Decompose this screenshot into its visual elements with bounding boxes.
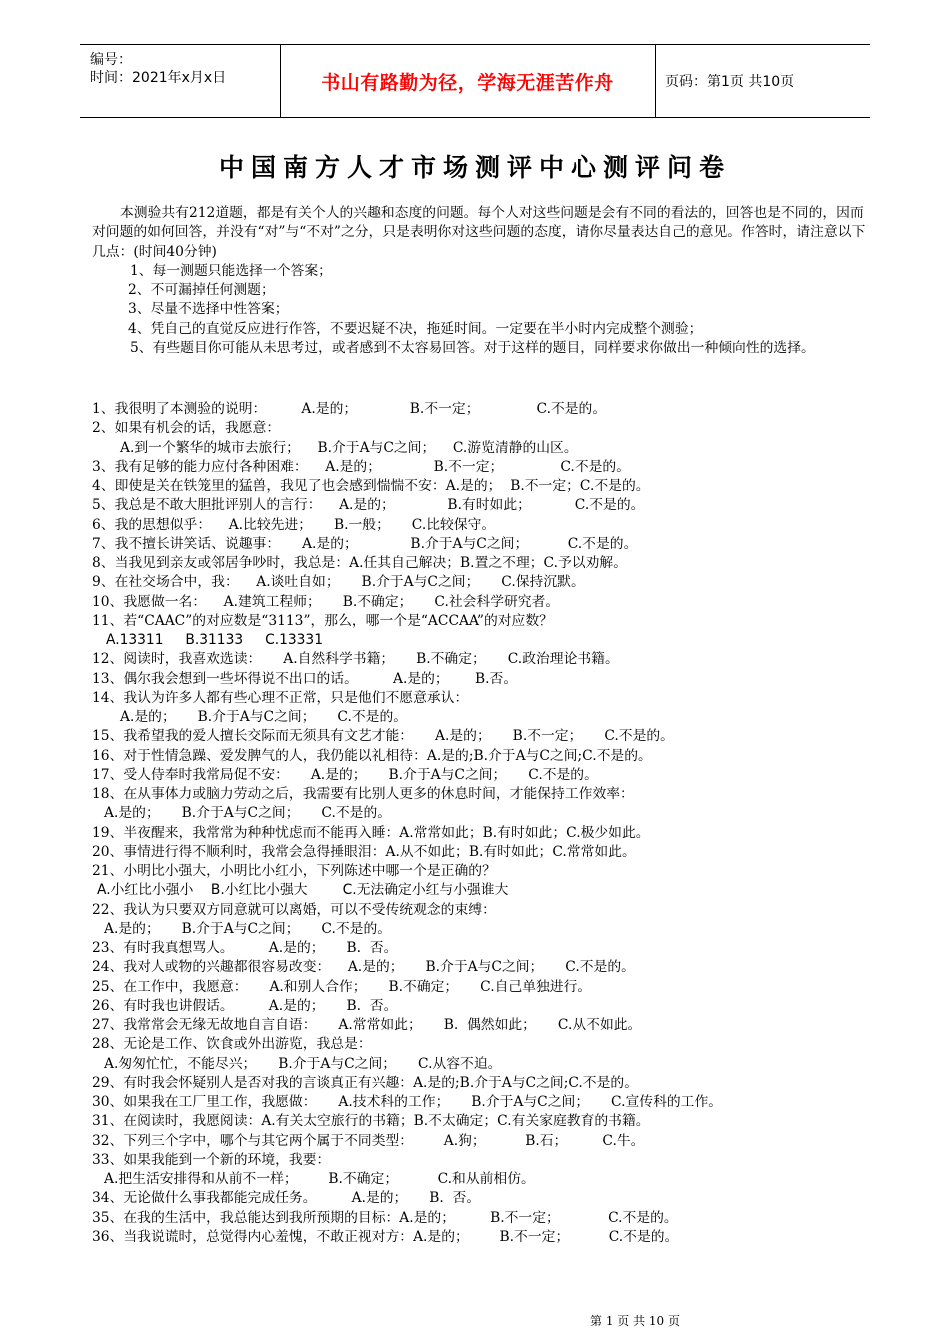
question-item: 21、小明比小强大，小明比小红小，下列陈述中哪一个是正确的？: [92, 863, 496, 879]
question-item: 31、在阅读时，我愿阅读：A.有关太空旅行的书籍；B.不太确定；C.有关家庭教育的书籍。: [92, 1113, 650, 1130]
question-item: 13、偶尔我会想到一些坏得说不出口的话。 A.是的； B.否。: [92, 670, 518, 687]
question-item: 25、在工作中，我愿意： A.和别人合作； B.不确定； C.自己单独进行。: [92, 978, 592, 995]
question-item: 33、如果我能到一个新的环境，我要：: [92, 1151, 331, 1168]
question-options: A.是的； B.介于A与C之间； C.不是的。: [120, 709, 408, 725]
intro-rule: 4、凭自己的直觉反应进行作答，不要迟疑不决，拖延时间。一定要在半小时内完成整个测验；: [128, 320, 703, 337]
question-item: 19、半夜醒来，我常常为种种忧虑而不能再入睡：A.常常如此；B.有时如此；C.极少如此。: [92, 824, 650, 841]
question-item: 24、我对人或物的兴趣都很容易改变： A.是的； B.介于A与C之间； C.不是的。: [92, 959, 635, 976]
page-title: 中国南方人才市场测评中心测评问卷: [218, 153, 731, 182]
intro-paragraph: 本测验共有212道题，都是有关个人的兴趣和态度的问题。每个人对这些问题是会有不同的看法的，回答也是不同的，因而对问题的如何回答，并没有“对”与“不对”之分，只是表明你对这些问题的态度，请你尽量表达自己的意见。作答时，请注意以下几点：(时间40分钟): [92, 205, 866, 260]
question-item: 8、当我见到亲友或邻居争吵时，我总是：A.任其自己解决；B.置之不理；C.予以劝解。: [92, 555, 627, 571]
question-item: 32、下列三个字中，哪个与其它两个属于不同类型： A.狗； B.石； C.牛。: [92, 1132, 645, 1149]
question-item: 29、有时我会怀疑别人是否对我的言谈真正有兴趣：A.是的;B.介于A与C之间;C.不是的。: [92, 1074, 638, 1091]
document-number-label: 编号：: [90, 52, 132, 68]
header-motto: 书山有路勤为径，学海无涯苦作舟: [321, 71, 614, 94]
question-item: 34、无论做什么事我都能完成任务。 A.是的； B. 否。: [92, 1190, 481, 1207]
intro-section: [92, 204, 866, 358]
question-item: 17、受人侍奉时我常局促不安： A.是的； B.介于A与C之间； C.不是的。: [92, 766, 598, 783]
question-item: 14、我认为许多人都有些心理不正常，只是他们不愿意承认：: [92, 689, 469, 706]
question-options: A.是的； B.介于A与C之间； C.不是的。: [104, 805, 392, 822]
question-item: 20、事情进行得不顺利时，我常会急得捶眼泪：A.从不如此；B.有时如此；C.常常如此。: [92, 843, 636, 860]
question-item: 23、有时我真想骂人。 A.是的； B. 否。: [92, 940, 398, 956]
document-time-label: 时间：2021年x月x日: [90, 70, 227, 86]
question-item: 2、如果有机会的话，我愿意：: [92, 420, 281, 437]
question-item: 5、我总是不敢大胆批评别人的言行： A.是的； B.有时如此； C.不是的。: [92, 497, 645, 514]
question-item: 11、若“CAAC”的对应数是“3113”，那么，哪一个是“ACCAA”的对应数？: [92, 612, 553, 629]
question-item: 28、无论是工作、饮食或外出游览，我总是：: [92, 1036, 372, 1053]
question-options: A.是的； B.介于A与C之间； C.不是的。: [104, 920, 392, 937]
question-item: 7、我不擅长讲笑话、说趣事： A.是的； B.介于A与C之间； C.不是的。: [92, 535, 638, 552]
question-item: 4、即使是关在铁笼里的猛兽，我见了也会感到惴惴不安：A.是的； B.不一定；C.不是的。: [92, 478, 650, 494]
question-item: 9、在社交场合中，我： A.谈吐自如； B.介于A与C之间； C.保持沉默。: [92, 574, 585, 591]
question-options: A.把生活安排得和从前不一样； B.不确定； C.和从前相仿。: [104, 1171, 535, 1187]
question-options: A.小红比小强小 B.小红比小强大 C.无法确定小红与小强谁大: [97, 882, 509, 899]
intro-rule: 2、不可漏掉任何测题；: [128, 282, 275, 299]
intro-rule: 5、有些题目你可能从未思考过，或者感到不太容易回答。对于这样的题目，同样要求你做出一种倾向性的选择。: [130, 340, 815, 357]
question-list: [92, 400, 872, 1247]
question-options: A.匆匆忙忙，不能尽兴； B.介于A与C之间； C.从容不迫。: [104, 1055, 502, 1072]
header-table: [80, 44, 870, 118]
header-page-info: 页码：第1页 共10页: [665, 74, 795, 90]
question-item: 30、如果我在工厂里工作，我愿做： A.技术科的工作； B.介于A与C之间； C.宣传科的工作。: [92, 1094, 723, 1110]
page-footer: 第 1 页 共 10 页: [590, 1314, 680, 1328]
question-item: 10、我愿做一名： A.建筑工程师； B.不确定； C.社会科学研究者。: [92, 593, 560, 610]
question-item: 36、当我说谎时，总觉得内心羞愧，不敢正视对方：A.是的； B.不一定； C.不是的。: [92, 1228, 679, 1245]
intro-rule: 1、每一测题只能选择一个答案；: [130, 262, 332, 279]
question-item: 3、我有足够的能力应付各种困难： A.是的； B.不一定； C.不是的。: [92, 458, 631, 475]
question-options: A.13311 B.31133 C.13331: [106, 632, 323, 648]
question-item: 15、我希望我的爱人擅长交际而无须具有文艺才能： A.是的； B.不一定； C.不是的。: [92, 728, 674, 745]
intro-rule: 3、尽量不选择中性答案；: [128, 301, 289, 318]
question-item: 6、我的思想似乎： A.比较先进； B.一般； C.比较保守。: [92, 516, 496, 533]
header-left-cell: [80, 45, 281, 117]
question-item: 12、阅读时，我喜欢选读： A.自然科学书籍； B.不确定； C.政治理论书籍。: [92, 651, 619, 668]
question-item: 27、我常常会无缘无故地自言自语： A.常常如此； B. 偶然如此； C.从不如此。: [92, 1017, 642, 1033]
header-motto-cell: [280, 45, 656, 117]
header-page-cell: [655, 45, 870, 117]
question-item: 22、我认为只要双方同意就可以离婚，可以不受传统观念的束缚：: [92, 901, 496, 918]
question-item: 18、在从事体力或脑力劳动之后，我需要有比别人更多的休息时间，才能保持工作效率：: [92, 786, 634, 802]
question-item: 1、我很明了本测验的说明： A.是的； B.不一定； C.不是的。: [92, 401, 607, 417]
question-item: 16、对于性情急躁、爱发脾气的人，我仍能以礼相待：A.是的;B.介于A与C之间;C.不是的。: [92, 747, 652, 764]
question-options: A.到一个繁华的城市去旅行； B.介于A与C之间； C.游览清静的山区。: [120, 439, 578, 456]
question-item: 35、在我的生活中，我总能达到我所预期的目标：A.是的； B.不一定； C.不是的。: [92, 1209, 678, 1226]
question-item: 26、有时我也讲假话。 A.是的； B. 否。: [92, 997, 398, 1014]
